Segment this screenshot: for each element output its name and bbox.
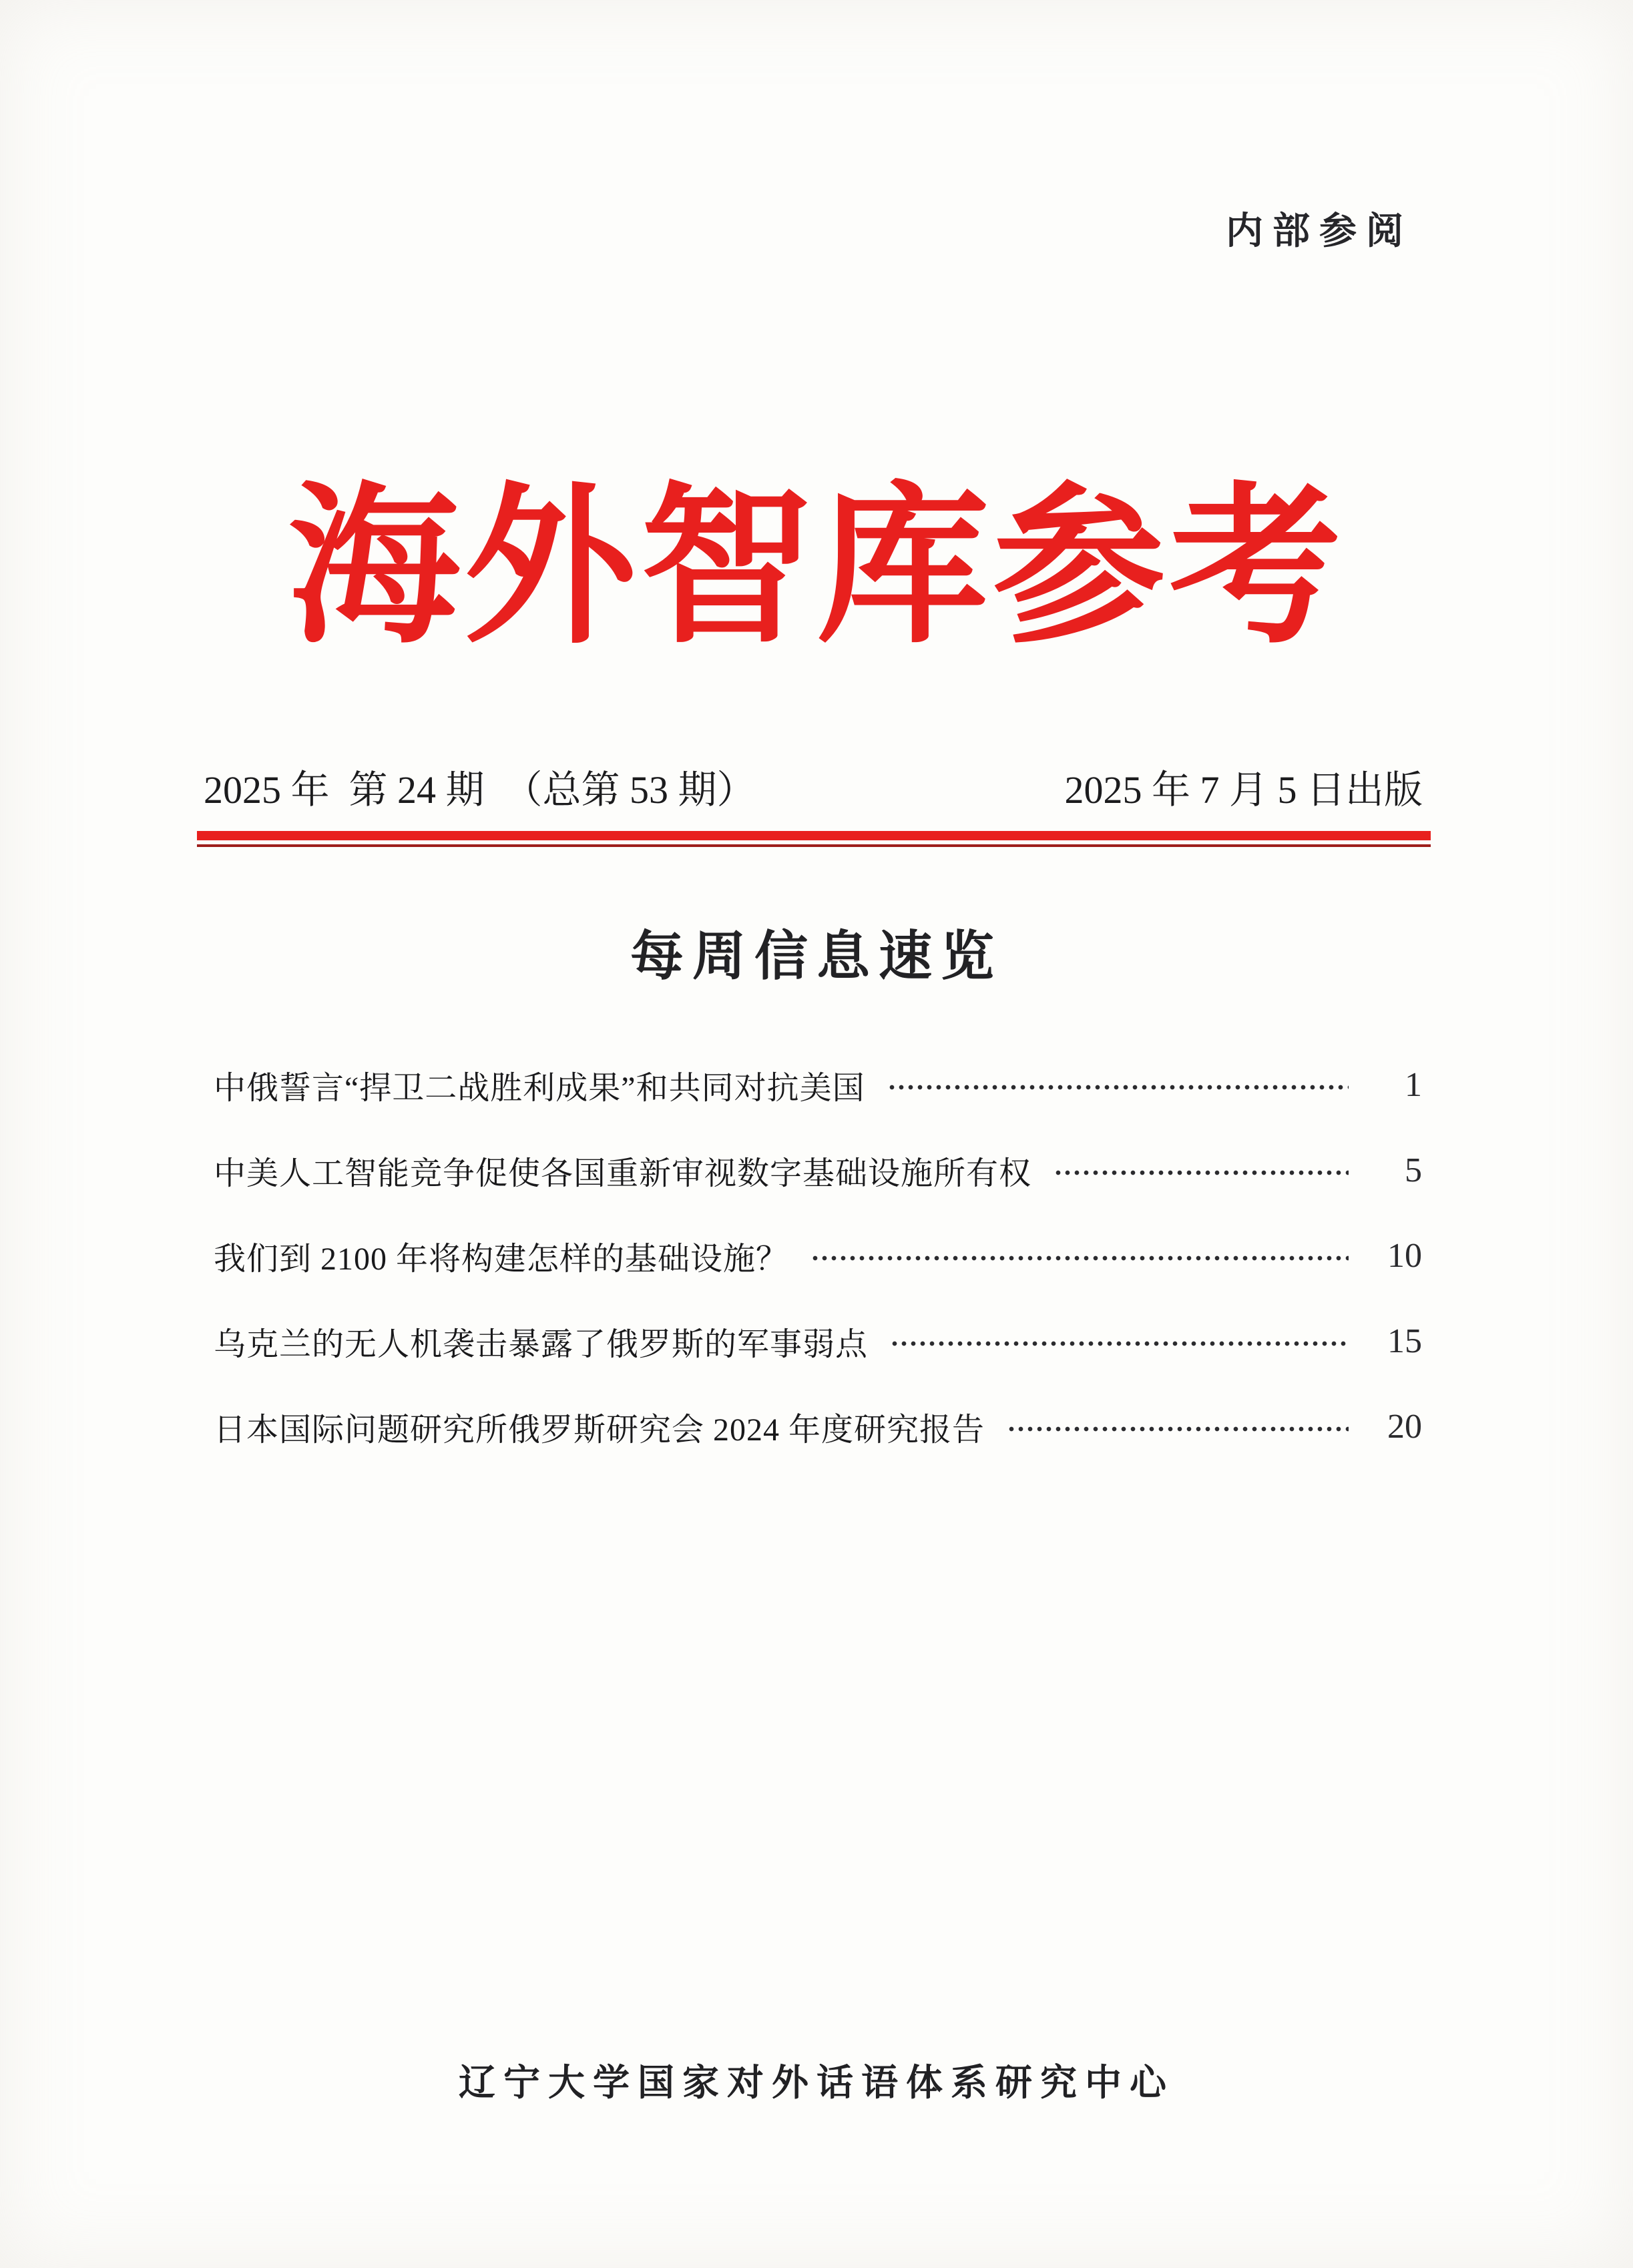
dot-leader bbox=[1007, 1425, 1349, 1433]
publication-title: 海外智库参考 bbox=[288, 473, 1345, 663]
toc-entry bbox=[214, 1127, 1422, 1213]
divider-thick-rule bbox=[197, 831, 1431, 840]
toc-entry bbox=[214, 1384, 1422, 1469]
dot-leader bbox=[888, 1083, 1349, 1091]
dot-leader bbox=[1054, 1169, 1349, 1177]
divider-thin-rule bbox=[197, 844, 1431, 847]
toc-entry bbox=[214, 1042, 1422, 1127]
publish-date: 2025 年 7 月 5 日出版 bbox=[1064, 768, 1423, 812]
toc-entry-title: 我们到 2100 年将构建怎样的基础设施？ bbox=[214, 1241, 789, 1277]
dot-leader bbox=[891, 1340, 1349, 1348]
dot-leader bbox=[811, 1254, 1349, 1262]
toc-entry bbox=[214, 1298, 1422, 1384]
issue-info-row bbox=[204, 769, 1423, 812]
table-of-contents bbox=[214, 1042, 1422, 1469]
toc-entry-page-number: 10 bbox=[1387, 1236, 1422, 1275]
toc-entry-page-number: 20 bbox=[1387, 1407, 1422, 1446]
toc-entry-title: 乌克兰的无人机袭击暴露了俄罗斯的军事弱点 bbox=[214, 1326, 869, 1362]
toc-entry-title: 中美人工智能竞争促使各国重新审视数字基础设施所有权 bbox=[214, 1155, 1032, 1191]
publisher-name: 辽宁大学国家对外话语体系研究中心 bbox=[458, 2062, 1174, 2103]
toc-entry-title: 中俄誓言“捍卫二战胜利成果”和共同对抗美国 bbox=[214, 1070, 865, 1106]
toc-entry-page-number: 15 bbox=[1387, 1322, 1422, 1360]
toc-entry bbox=[214, 1213, 1422, 1298]
issue-number: 2025 年 第 24 期 （总第 53 期） bbox=[204, 768, 756, 812]
toc-entry-title: 日本国际问题研究所俄罗斯研究会 2024 年度研究报告 bbox=[214, 1412, 985, 1448]
toc-entry-page-number: 5 bbox=[1405, 1151, 1422, 1189]
classification-mark: 内部参阅 bbox=[1226, 211, 1413, 252]
section-title-weekly-digest: 每周信息速览 bbox=[630, 926, 1003, 986]
toc-entry-page-number: 1 bbox=[1405, 1065, 1422, 1104]
